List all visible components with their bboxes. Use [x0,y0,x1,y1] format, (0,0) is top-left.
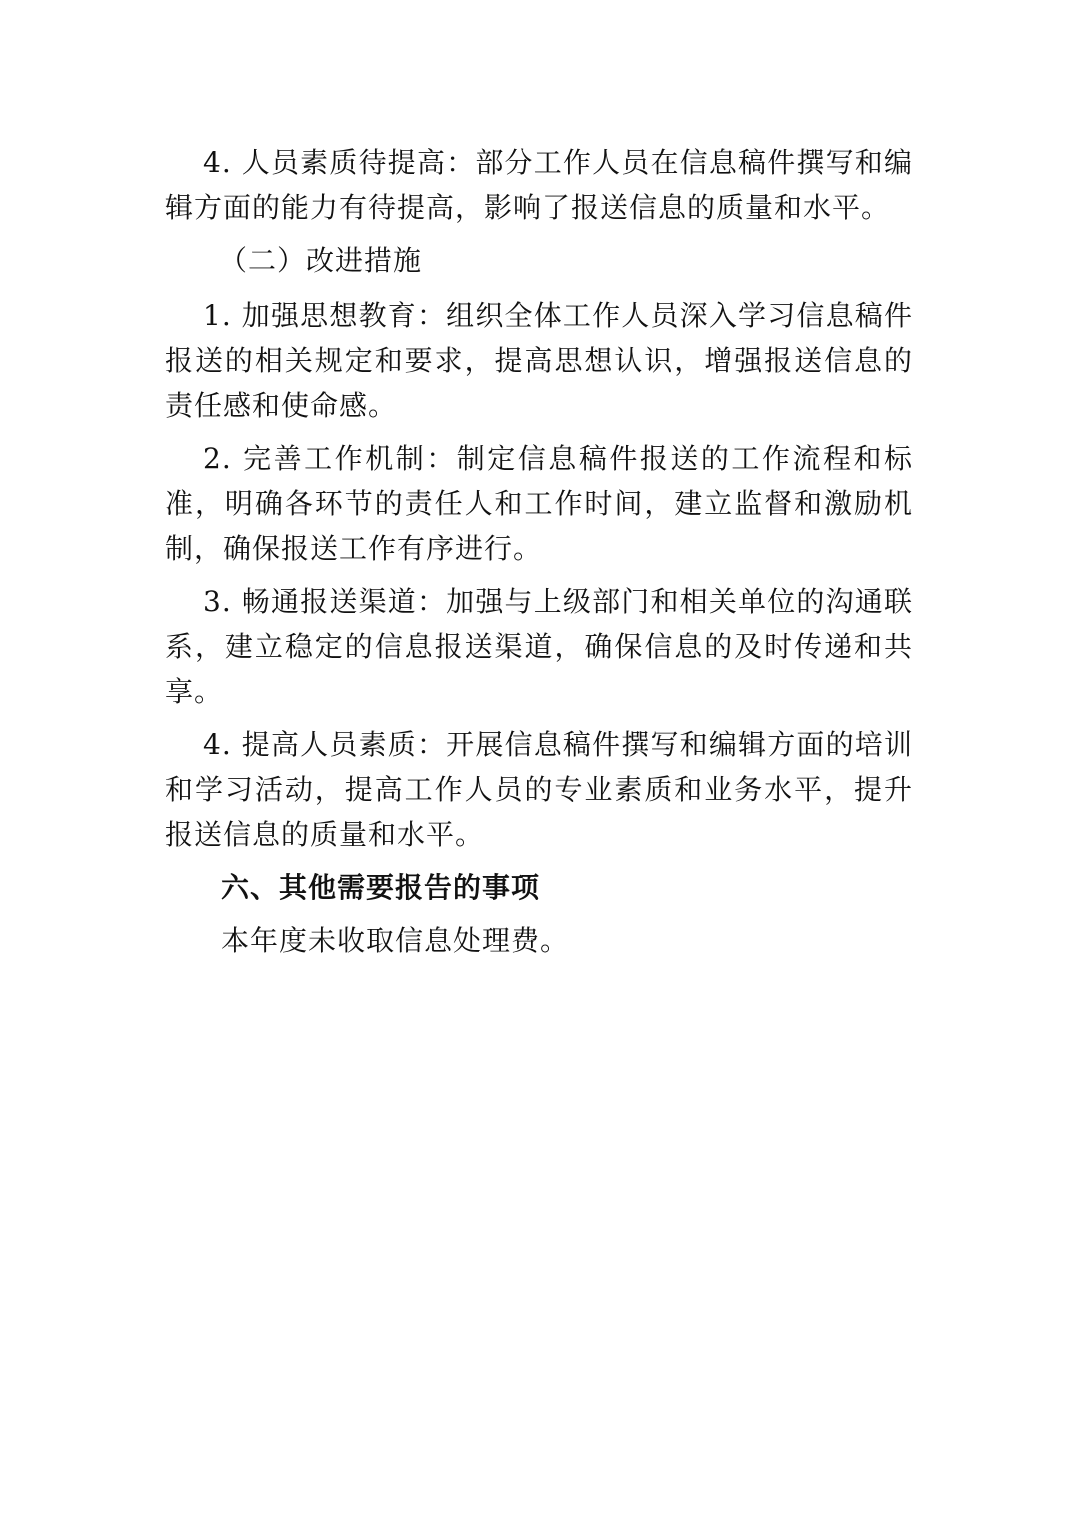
paragraph-staff-quality-improvement: 4. 提高人员素质：开展信息稿件撰写和编辑方面的培训和学习活动，提高工作人员的专业素质和业务水平，提升报送信息的质量和水平。 [165,728,913,851]
section-heading-other-matters: 六、其他需要报告的事项 [221,871,541,904]
paragraph-reporting-channels: 3. 畅通报送渠道：加强与上级部门和相关单位的沟通联系，建立稳定的信息报送渠道，确保信息的及时传递和共享。 [165,585,913,708]
subheading-improvement-measures: （二）改进措施 [219,244,423,277]
paragraph-staff-quality-issue: 4. 人员素质待提高：部分工作人员在信息稿件撰写和编辑方面的能力有待提高，影响了报送信息的质量和水平。 [165,146,913,224]
paragraph-work-mechanism: 2. 完善工作机制：制定信息稿件报送的工作流程和标准，明确各环节的责任人和工作时间，建立监督和激励机制，确保报送工作有序进行。 [165,442,913,565]
document-page [165,140,913,963]
paragraph-ideological-education: 1. 加强思想教育：组织全体工作人员深入学习信息稿件报送的相关规定和要求，提高思想认识，增强报送信息的责任感和使命感。 [165,299,913,422]
paragraph-no-fees: 本年度未收取信息处理费。 [221,924,570,957]
